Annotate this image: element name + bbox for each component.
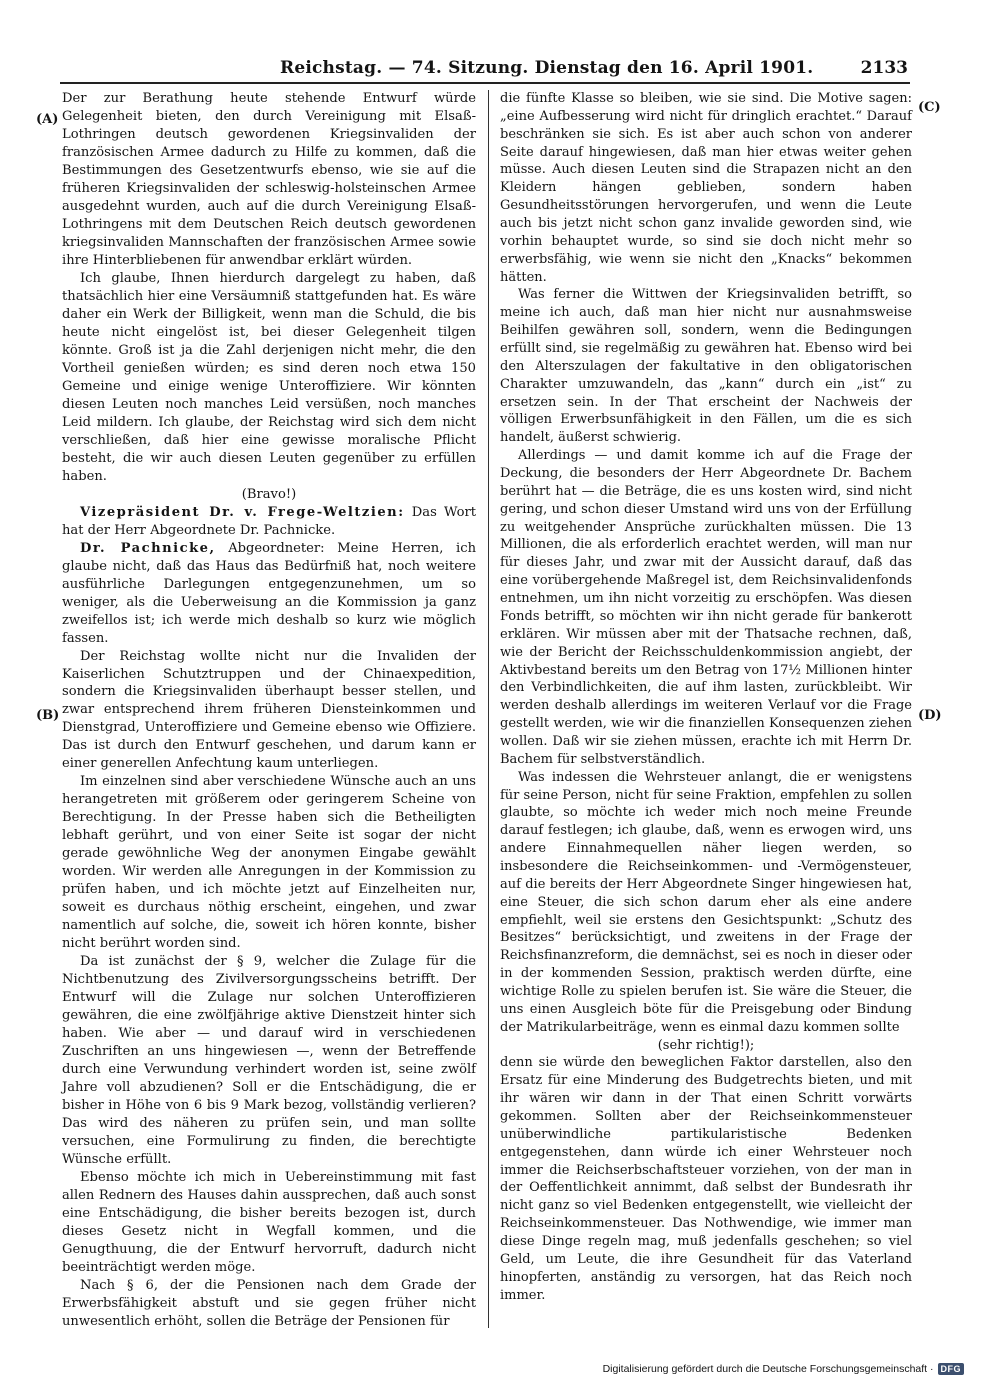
paragraph: Im einzelnen sind aber verschiedene Wünsche auch an uns herangetreten mit größerem oder geringerem Scheine von Berechtigung. In der Presse haben sich die Betheiligten lebhaft gerührt, und von einer Seite ist sogar der nicht gerade gewöhnliche Weg der anonymen Eingabe gewählt worden. Wir werden alle Anregungen in der Kommission zu prüfen haben, und ich möchte jetzt auf Einzelheiten nur, soweit es durchaus nöthig erscheint, eingehen, und zwar namentlich auf solche, die, soweit ich hören konnte, bisher nicht berührt worden sind. [62, 774, 476, 952]
paragraph: Allerdings — und damit komme ich auf die Frage der Deckung, die besonders der Herr Abgeordnete Dr. Bachem berührt hat — die Beträge, die es uns kosten wird, sind nicht gering, und schon dieser Umstand wird uns von der Erfüllung zu weitgehender Ansprüche zurückhalten müssen. Die 13 Millionen, die als erforderlich erachtet werden, will man nur für dieses Jahr, und zwar mit der Aussicht darauf, daß das eine vorübergehende Maßregel ist, dem Reichsinvalidenfonds entnehmen, um ihn nicht vorzeitig zu erschöpfen. Was diesen Fonds betrifft, so möchten wir ihn nicht gerade für bankerott erklären. Wir müssen aber mit der Thatsache rechnen, daß, wie der Bericht der Reichsschuldenkommission angiebt, der Aktivbestand bereits um den Betrag von 17½ Millionen hinter den Verbindlichkeiten, die auf ihm lasten, zurückbleibt. Wir werden deshalb allerdings im weiteren Verlauf vor die Frage gestellt werden, wie wir die finanziellen Konsequenzen ziehen wollen. Daß wir sie ziehen müssen, erachte ich mit Herrn Dr. Bachem für selbstverständlich. [500, 448, 912, 767]
interjection: (sehr richtig!); [657, 1037, 755, 1053]
margin-marker-b: (B) [36, 708, 60, 723]
paragraph: Was ferner die Wittwen der Kriegsinvaliden betrifft, so meine ich auch, daß man hier nicht nur ausnahmsweise Beihilfen gewähren soll, sondern, wenn die Bedingungen erfüllt sind, sie regelmäßig zu gewähren hat. Ebenso wird bei den Alterszulagen der fakultative in den obligatorischen Charakter umzuwandeln, das „kann“ durch ein „ist“ zu ersetzen sein. In der That erscheint der Nachweis der völligen Erwerbsunfähigkeit in den Fällen, um die es sich handelt, äußerst schwierig. [500, 287, 912, 446]
margin-marker-a: (A) [36, 112, 59, 127]
paragraph: Ebenso möchte ich mich in Uebereinstimmung mit fast allen Rednern des Hauses dahin aussprechen, daß auch sonst eine Entschädigung, die bisher bereits bezogen ist, durch dieses Gesetz nicht in Wegfall kommen, und die Genugthuung, die der Entwurf hervorruft, dadurch nicht beeinträchtigt werden möge. [62, 1170, 476, 1275]
footer-credit: Digitalisierung gefördert durch die Deutsche Forschungsgemeinschaft · [602, 1363, 934, 1375]
interjection: (Bravo!) [241, 486, 297, 502]
footer [603, 1363, 964, 1375]
paragraph: Was indessen die Wehrsteuer anlangt, die er wenigstens für seine Person, nicht für seine Fraktion, empfehlen zu sollen glaubte, so möchte ich weder mich noch meine Freunde darauf festlegen; ich glaube, daß, wenn es erwogen wird, uns andere Einnahmequellen näher liegen werden, so insbesondere die Reichseinkommen- und -Vermögensteuer, auf die bereits der Herr Abgeordnete Singer hingewiesen hat, eine Steuer, die sich schon darum eher als eine andere empfiehlt, weil sie erstens den Gesichtspunkt: „Schutz des Besitzes“ berücksichtigt, und zweitens in der Frage der Reichsfinanzreform, die demnächst, sei es noch in dieser oder in der kommenden Session, praktisch werden dürfte, eine wichtige Rolle zu spielen berufen ist. Sie wäre die Steuer, die uns einen Ausgleich böte für die Preisgebung oder Bindung der Matrikularbeiträge, wenn es einmal dazu kommen sollte [500, 769, 912, 1035]
margin-marker-d: (D) [918, 708, 942, 723]
speaker-name: Vizepräsident Dr. v. Frege-Weltzien: [80, 504, 405, 520]
left-column [62, 90, 476, 1331]
page-number: 2133 [860, 58, 908, 78]
paragraph: Ich glaube, Ihnen hierdurch dargelegt zu haben, daß thatsächlich hier eine Versäumniß stattgefunden hat. Es wäre daher ein Werk der Billigkeit, wenn man die Schuld, die bis heute nicht eingelöst ist, bei dieser Gelegenheit tilgen könnte. Groß ist ja die Zahl derjenigen nicht mehr, die den Vortheil genießen würden; es sind deren noch etwa 150 Gemeine und einige wenige Unteroffiziere. Wir könnten diesen Leuten noch manches Leid versüßen, noch manches Leid mildern. Ich glaube, der Reichstag wird sich dem nicht verschließen, daß hier eine gewisse moralische Pflicht besteht, die wir auch diesen Leuten gegenüber zu erfüllen haben. [62, 270, 476, 484]
paragraph: Der zur Berathung heute stehende Entwurf würde Gelegenheit bieten, den durch Vereinigung mit Elsaß-Lothringen deutsch gewordenen Kriegsinvaliden der französischen Armee dadurch zu Hilfe zu kommen, daß die Bestimmungen des Gesetzentwurfs ebenso, wie sie auf die früheren Kriegsinvaliden der schleswig-holsteinschen Armee ausgedehnt wurden, auch auf die durch Vereinigung Elsaß-Lothringens mit dem Deutschen Reich deutsch gewordenen kriegsinvaliden Mannschaften der französischen Armee sowie ihre Hinterbliebenen für anwendbar erklärt würden. [62, 91, 476, 268]
paragraph: Der Reichstag wollte nicht nur die Invaliden der Kaiserlichen Schutztruppen und der Chinaexpedition, sondern die Kriegsinvaliden überhaupt besser stellen, und zwar entsprechend ihrem früheren Diensteinkommen und Dienstgrad, Unteroffiziere und Gemeine ebenso wie Offiziere. Das ist durch den Entwurf geschehen, und darum kann er einer generellen Anfechtung kaum unterliegen. [62, 648, 476, 772]
dfg-logo-icon: DFG [938, 1363, 965, 1375]
right-column [500, 90, 912, 1304]
paragraph [62, 540, 476, 648]
header-rule [60, 82, 910, 84]
margin-marker-c: (C) [918, 100, 941, 115]
paragraph-text: Das Wort hat der Herr Abgeordnete Dr. Pachnicke. [62, 504, 476, 538]
paragraph: die fünfte Klasse so bleiben, wie sie sind. Die Motive sagen: „eine Aufbesserung wird nicht für dringlich erachtet.“ Darauf beschränken sie sich. Es ist aber auch schon von anderer Seite darauf hingewiesen, daß man hier etwas weiter gehen müsse. Auch diesen Leuten sind die Strapazen nicht an den Kleidern hängen geblieben, sondern haben Gesundheitsstörungen hervorgerufen, und wenn die Leute auch bis jetzt nicht schon ganz invalide geworden sind, wie vorhin behauptet wurde, so sind sie doch nicht mehr so erwerbsfähig, wie wenn sie nicht den „Knacks“ bekommen hätten. [500, 91, 912, 285]
speaker-name: Dr. Pachnicke, [80, 540, 216, 556]
page-header: Reichstag. — 74. Sitzung. Dienstag den 16. April 1901. [280, 58, 814, 78]
paragraph: Nach § 6, der die Pensionen nach dem Grade der Erwerbsfähigkeit abstuft und sie gegen früher nicht unwesentlich erhöht, sollen die Beträge der Pensionen für [62, 1277, 476, 1329]
paragraph [62, 504, 476, 540]
column-divider [488, 90, 489, 1328]
paragraph: denn sie würde den beweglichen Faktor darstellen, also den Ersatz für eine Minderung des Budgetrechts bieten, und mit ihr wären wir dann in der That einen Schritt vorwärts gekommen. Sollten aber der Reichseinkommensteuer unüberwindliche partikularistische Bedenken entgegenstehen, dann würde ich einer Wehrsteuer noch immer die Reichserbschaftsteuer vorziehen, von der man in der Oeffentlichkeit annimmt, daß selbst der Bundesrath ihr nicht ganz so viel Bedenken entgegenstellt, wie vielleicht der Reichseinkommensteuer. Das Nothwendige, wie immer man diese Dinge regeln mag, muß jedenfalls geschehen; so viel Geld, um Leute, die ihre Gesundheit für das Vaterland hinopferten, anständig zu versorgen, hat das Reich noch immer. [500, 1055, 912, 1303]
paragraph: Da ist zunächst der § 9, welcher die Zulage für die Nichtbenutzung des Zivilversorgungsscheins betrifft. Der Entwurf will die Zulage nur solchen Unteroffizieren gewähren, die eine zwölfjährige aktive Dienstzeit hinter sich haben. Wie aber — und darauf wird in verschiedenen Zuschriften an uns hingewiesen —, wenn der Betreffende durch eine Verwundung verhindert worden ist, seine zwölf Jahre voll abzudienen? Soll er die Entschädigung, die er bisher in Höhe von 6 bis 9 Mark bezog, vollständig verlieren? Das wird des näheren zu prüfen sein, und man sollte versuchen, eine Formulirung zu finden, die berechtigte Wünsche erfüllt. [62, 954, 476, 1168]
paragraph-text: Abgeordneter: Meine Herren, ich glaube nicht, daß das Haus das Bedürfniß hat, noch weitere ausführliche Darlegungen entgegenzunehmen, um so weniger, als die Ueberweisung an die Kommission ja ganz zweifellos ist; ich werde mich deshalb so kurz wie möglich fassen. [62, 540, 477, 646]
